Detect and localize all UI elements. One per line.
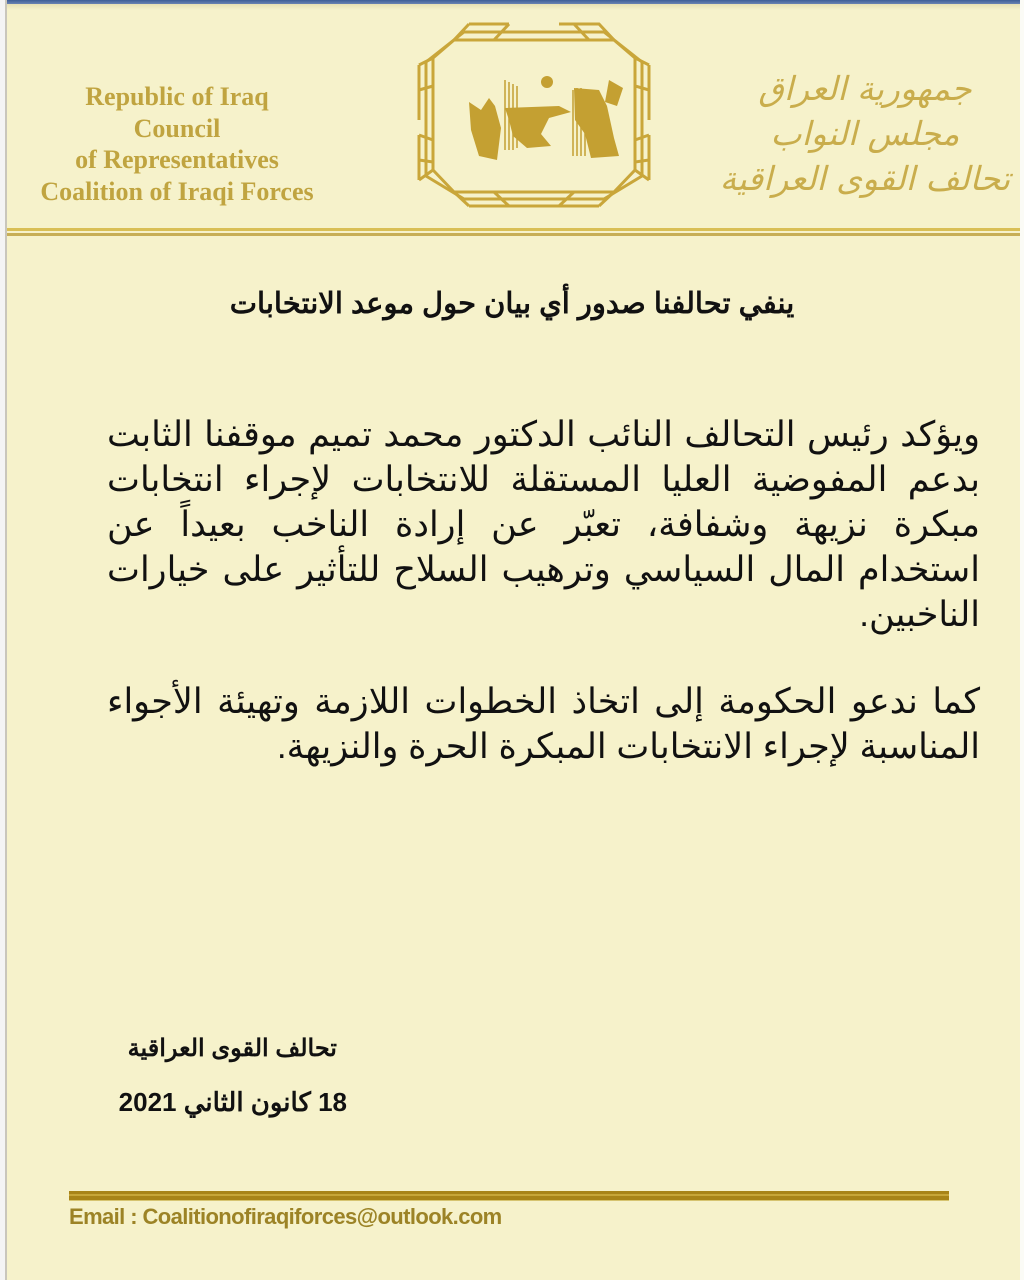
header-arabic-line: تحالف القوى العراقية: [719, 159, 1011, 198]
footer-email: Email : Coalitionofiraqiforces@outlook.com: [69, 1204, 502, 1229]
coalition-emblem-icon: [409, 10, 659, 210]
header-arabic: [707, 66, 1023, 201]
letterhead-page: [7, 4, 1020, 1280]
signature: تحالف القوى العراقية: [127, 1035, 337, 1062]
header-english-line: Republic of Iraq: [85, 82, 269, 111]
header-arabic-line: مجلس النواب: [770, 114, 960, 153]
header-english: [17, 81, 337, 207]
header-english-line: Council: [133, 113, 221, 143]
header-divider: [7, 228, 1020, 238]
document-title: ينفي تحالفنا صدور أي بيان حول موعد الانتخابات: [229, 288, 795, 320]
document-date: 18 كانون الثاني 2021: [118, 1087, 347, 1117]
footer-divider: [69, 1191, 949, 1200]
header-arabic-line: جمهورية العراق: [758, 69, 972, 108]
body-paragraph: ويؤكد رئيس التحالف النائب الدكتور محمد تميم موقفنا الثابت بدعم المفوضية العليا المستقلة للانتخابات لإجراء انتخابات مبكرة نزيهة وشفافة، تعبّر عن إرادة الناخب بعيداً عن استخدام المال السياسي وترهيب السلاح للتأثير على خيارات الناخبين.: [107, 415, 980, 634]
page-left-edge: [0, 0, 7, 1280]
header-english-line: of Representatives: [75, 145, 279, 174]
header-english-line: Coalition of Iraqi Forces: [40, 176, 314, 206]
body-paragraph: كما ندعو الحكومة إلى اتخاذ الخطوات اللازمة وتهيئة الأجواء المناسبة لإجراء الانتخابات المبكرة الحرة والنزيهة.: [107, 682, 980, 766]
